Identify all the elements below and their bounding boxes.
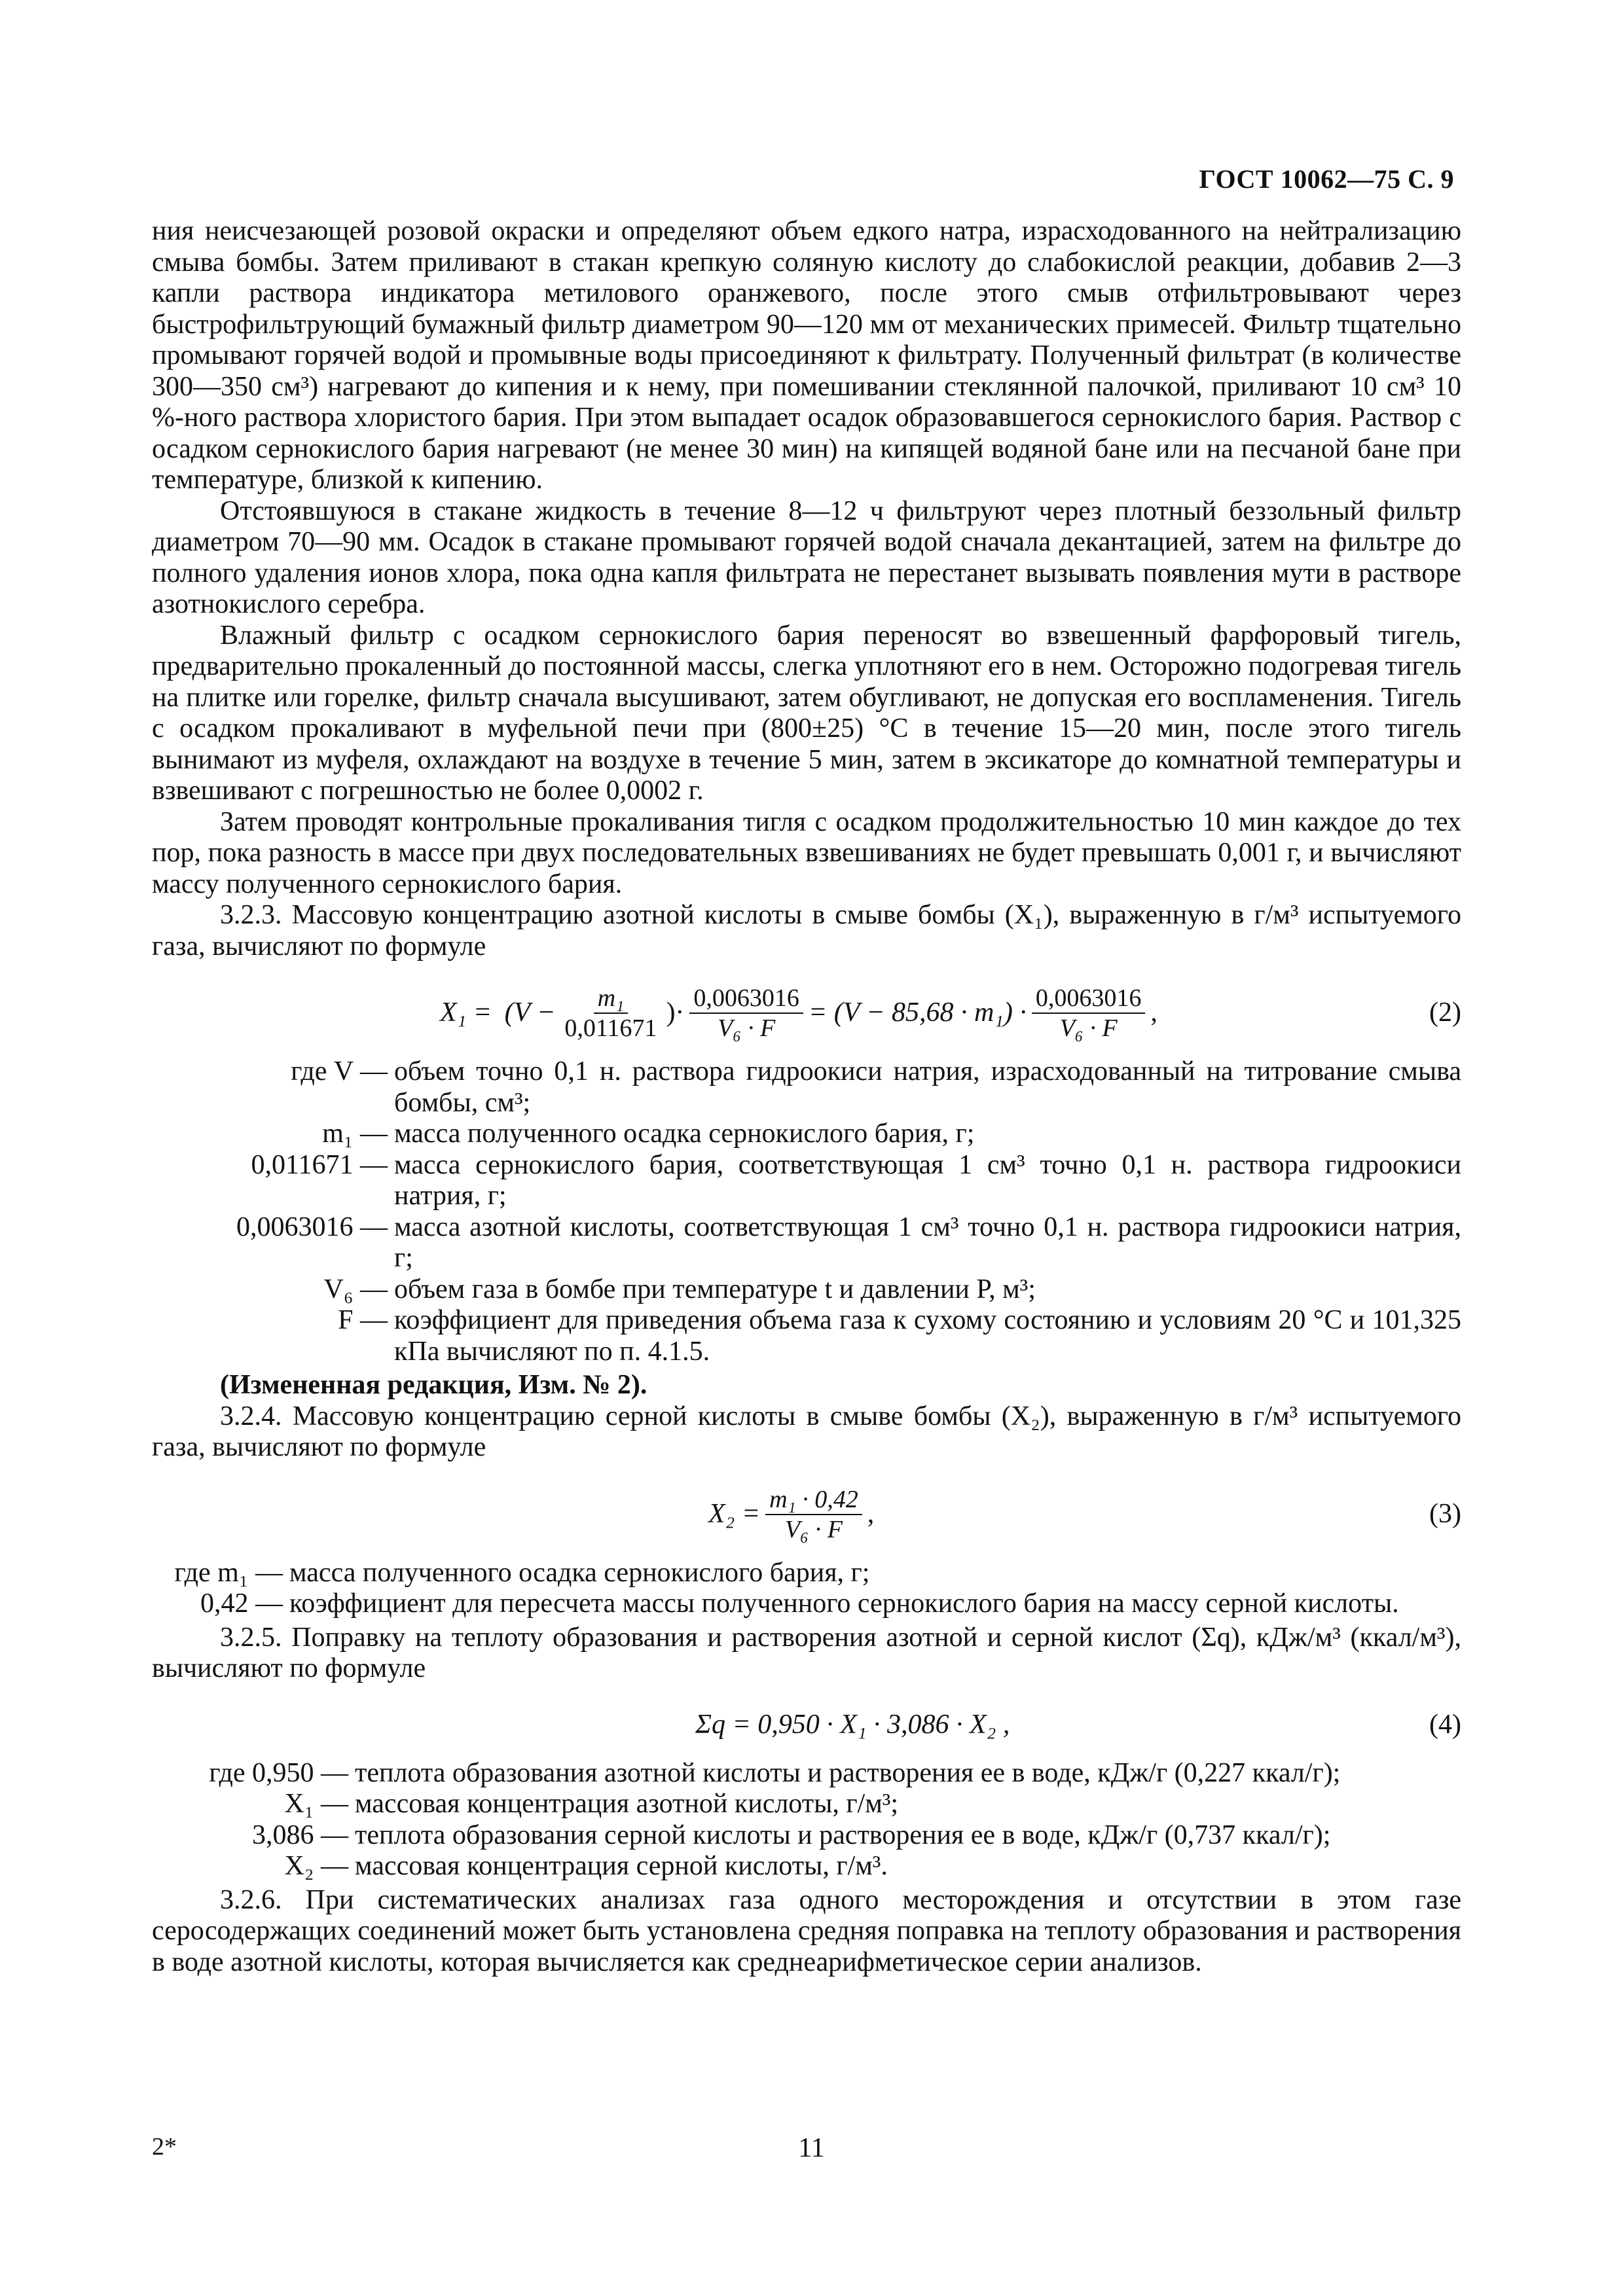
page-header: ГОСТ 10062—75 С. 9 bbox=[1199, 164, 1454, 194]
formula-number: (3) bbox=[1429, 1498, 1461, 1529]
formula-term: (V − bbox=[504, 997, 556, 1028]
definition-row: 3,086 — теплота образования серной кислоты и растворения ее в воде, кДж/г (0,737 ккал/г); bbox=[252, 1820, 1331, 1850]
formula-lhs: X₂ = bbox=[708, 1498, 761, 1529]
fraction: $\frac{\text{m₁}}{0,011671}$ bbox=[564, 984, 657, 1042]
clause-3-2-4: 3.2.4. Массовую концентрацию серной кислоты в смыве бомбы (X₂), выраженную в г/м³ испытуемого газа, вычисляют по формуле bbox=[152, 1401, 1461, 1462]
document-body bbox=[152, 216, 1461, 1978]
sheet-mark: 2* bbox=[152, 2133, 177, 2161]
definition-row: 0,42 — коэффициент для пересчета массы полученного сернокислого бария на массу серной кислоты. bbox=[200, 1588, 1399, 1619]
formula-term: )· bbox=[666, 997, 685, 1028]
definition-row: 0,011671 — масса сернокислого бария, соответствующая 1 см³ точно 0,1 н. раствора гидроокиси натрия, г; bbox=[251, 1149, 1461, 1211]
clause-3-2-6: 3.2.6. При систематических анализах газа одного месторождения и отсутствии в этом газе серосодержащих соединений может быть установлена средняя поправка на теплоту образования и растворения в воде азотной кислоты, которая вычисляется как среднеарифметическое серии анализов. bbox=[152, 1884, 1461, 1977]
formula-2-expression: X₁ = (V − $\frac{\text{m₁}}{0,011671}$ )· $\frac{0,0063016}{\text{V₆ · F}}$ = (V − 85,68 · m₁) · $\frac{0,0063016}{\text{V₆ · F}}$ , bbox=[440, 984, 1158, 1042]
formula-lhs: X₁ = bbox=[440, 997, 492, 1028]
definition-row: F — коэффициент для приведения объема газа к сухому состоянию и условиям 20 °С и 101,325 кПа вычисляют по п. 4.1.5. bbox=[338, 1305, 1461, 1367]
paragraph: Затем проводят контрольные прокаливания тигля с осадком продолжительностью 10 мин каждое до тех пор, пока разность в массе при двух последовательных взвешиваниях не будет превышать 0,001 г, и вычисляют массу полученного сернокислого бария. bbox=[152, 806, 1461, 899]
definition-row: X₂ — массовая концентрация серной кислоты, г/м³. bbox=[284, 1851, 888, 1881]
definition-row: m₁ — масса полученного осадка сернокислого бария, г; bbox=[322, 1119, 975, 1149]
fraction: $\frac{0,0063016}{\text{V₆ · F}}$ bbox=[689, 984, 803, 1043]
formula-4-expression: Σq = 0,950 · X₁ · 3,086 · X₂ , bbox=[695, 1709, 1010, 1740]
paragraph: Отстоявшуюся в стакане жидкость в течение 8—12 ч фильтруют через плотный беззольный фильтр диаметром 70—90 мм. Осадок в стакане промывают горячей водой сначала декантацией, затем на фильтре до полного удаления ионов хлора, пока одна капля фильтрата не перестанет вызывать появления мути в растворе азотнокислого серебра. bbox=[152, 495, 1461, 619]
paragraph: Влажный фильтр с осадком сернокислого бария переносят во взвешенный фарфоровый тигель, предварительно прокаленный до постоянной массы, слегка уплотняют его в нем. Осторожно подогревая тигель на плитке или горелке, фильтр сначала высушивают, затем обугливают, не допуская его воспламенения. Тигель с осадком прокаливают в муфельной печи при (800±25) °С в течение 15—20 мин, после этого тигель вынимают из муфеля, охлаждают на воздухе в течение 5 мин, затем в эксикаторе до комнатной температуры и взвешивают с погрешностью не более 0,0002 г. bbox=[152, 620, 1461, 806]
definition-row: X₁ — массовая концентрация азотной кислоты, г/м³; bbox=[284, 1789, 899, 1819]
definitions-formula-2 bbox=[152, 1056, 1461, 1367]
definition-row: где 0,950 — теплота образования азотной кислоты и растворения ее в воде, кДж/г (0,227 ккал/г); bbox=[209, 1757, 1341, 1788]
formula-term: = (V − 85,68 · m₁) · bbox=[808, 997, 1027, 1028]
formula-3-expression: X₂ = $\frac{\text{m₁ · 0,42}}{\text{V₆ · F}}$ , bbox=[708, 1485, 875, 1543]
formula-number: (4) bbox=[1429, 1709, 1461, 1740]
fraction: $\frac{0,0063016}{\text{V₆ · F}}$ bbox=[1032, 984, 1146, 1043]
formula-4 bbox=[152, 1699, 1461, 1751]
amendment-note: (Измененная редакция, Изм. № 2). bbox=[220, 1370, 647, 1400]
formula-number: (2) bbox=[1429, 997, 1461, 1028]
formula-3 bbox=[152, 1478, 1461, 1551]
formula-2 bbox=[152, 977, 1461, 1050]
definitions-formula-3 bbox=[152, 1558, 1461, 1620]
definitions-formula-4 bbox=[152, 1758, 1461, 1882]
definition-row: где m₁ — масса полученного осадка сернокислого бария, г; bbox=[174, 1557, 870, 1588]
clause-3-2-5: 3.2.5. Поправку на теплоту образования и растворения азотной и серной кислот (Σq), кДж/м³ (ккал/м³), вычисляют по формуле bbox=[152, 1622, 1461, 1683]
fraction: $\frac{\text{m₁ · 0,42}}{\text{V₆ · F}}$ bbox=[765, 1485, 862, 1544]
clause-3-2-3: 3.2.3. Массовую концентрацию азотной кислоты в смыве бомбы (X₁), выраженную в г/м³ испытуемого газа, вычисляют по формуле bbox=[152, 900, 1461, 961]
definition-row: где V — объем точно 0,1 н. раствора гидроокиси натрия, израсходованный на титрование смыва бомбы, см³; bbox=[291, 1056, 1461, 1118]
definition-row: 0,0063016 — масса азотной кислоты, соответствующая 1 см³ точно 0,1 н. раствора гидроокиси натрия, г; bbox=[236, 1211, 1461, 1273]
paragraph-continuation: ния неисчезающей розовой окраски и определяют объем едкого натра, израсходованного на нейтрализацию смыва бомбы. Затем приливают в стакан крепкую соляную кислоту до слабокислой реакции, добавив 2—3 капли раствора индикатора метилового оранжевого, после этого смыв отфильтровывают через быстрофильтрующий бумажный фильтр диаметром 90—120 мм от механических примесей. Фильтр тщательно промывают горячей водой и промывные воды присоединяют к фильтрату. Полученный фильтрат (в количестве 300—350 см³) нагревают до кипения и к нему, при помешивании стеклянной палочкой, приливают 10 см³ 10 %-ного раствора хлористого бария. При этом выпадает осадок образовавшегося сернокислого бария. Раствор с осадком сернокислого бария нагревают (не менее 30 мин) на кипящей водяной бане или на песчаной бане при температуре, близкой к кипению. bbox=[152, 216, 1461, 495]
definition-row: V₆ — объем газа в бомбе при температуре t и давлении P, м³; bbox=[323, 1274, 1036, 1304]
page-number: 11 bbox=[798, 2133, 825, 2163]
